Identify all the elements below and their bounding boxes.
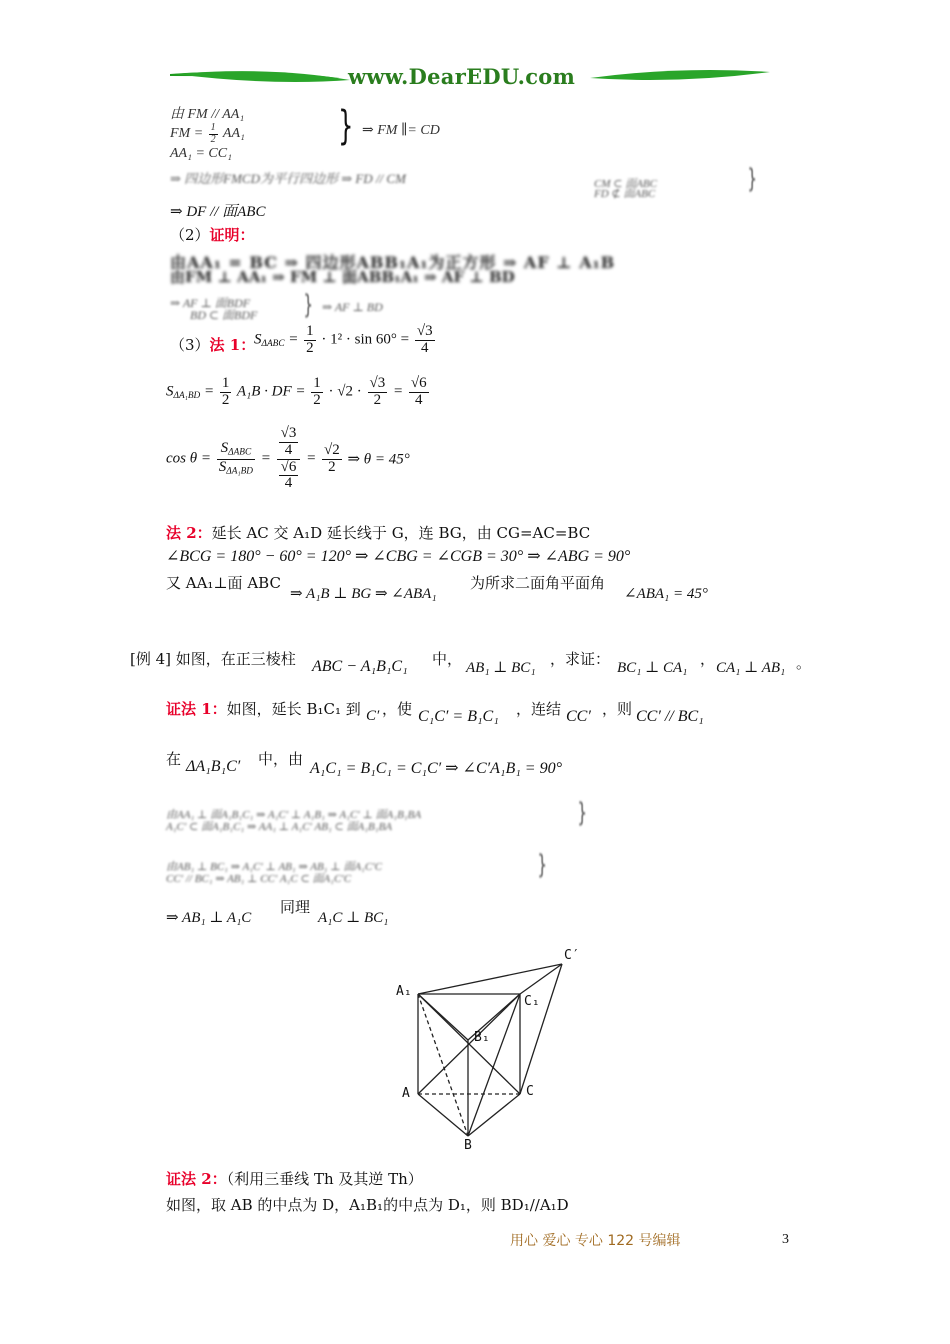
proof1-t4: ，则	[602, 700, 633, 718]
prism-figure	[390, 944, 590, 1154]
part2-line-3b: BD ⊂ 面BDF	[190, 308, 258, 322]
proof1-t2: ，使	[382, 700, 413, 718]
fd-parallel-line: ⇒ 四边形FMCD为平行四边形 ⇒ FD // CM	[170, 171, 406, 186]
method2-line-1: 法 2：延长 AC 交 A₁D 延长线于 G，连 BG，由 CG=AC=BC	[166, 524, 591, 542]
fm-line-3: AA₁ = CC₁	[170, 146, 232, 161]
proof1-t3: ，连结	[516, 700, 562, 718]
method2-line-3a: 又 AA₁⊥面 ABC	[166, 574, 281, 592]
proof1-conclusion: ⇒ AB₁ ⊥ A₁C	[166, 910, 252, 926]
label-c: C	[526, 1084, 534, 1099]
site-name[interactable]: www.DearEDU.com	[348, 64, 576, 89]
part2-blur-line: 由AA₁ = BC ⇒ 四边形ABB₁A₁为正方形 ⇒ AF ⊥ A₁B	[170, 253, 616, 272]
label-b1: B₁	[474, 1030, 490, 1045]
part2-heading: （2）证明：	[170, 226, 255, 244]
example4-comma: ，	[700, 650, 716, 668]
fm-line-1: 由 FM // AA₁	[170, 107, 245, 122]
example4-cond: AB₁ ⊥ BC₁	[466, 660, 536, 676]
proof1-cc: CC′	[566, 708, 591, 725]
df-conclusion: ⇒ DF // 面ABC	[170, 204, 266, 220]
example4-mid: 中，	[432, 650, 463, 668]
proof1-zai: 在	[166, 750, 182, 768]
method2-line-3b: ⇒ A₁B ⊥ BG ⇒ ∠ABA₁	[290, 586, 437, 602]
example4-prism: ABC − A₁B₁C₁	[312, 658, 408, 675]
header-banner	[160, 60, 780, 100]
proof1-brace-1: }	[577, 798, 588, 828]
label-c1: C₁	[524, 994, 540, 1009]
example4-goal1: BC₁ ⊥ CA₁	[617, 660, 688, 676]
part3-heading: （3）法 1：	[170, 336, 256, 354]
proof1-par: CC′ // BC₁	[636, 708, 704, 725]
cos-theta-eq: cos θ = $\frac{S_{\Delta ABC}}{S_{\Delta A_1BD}}$ = $\frac{\frac{√3}{4}}{\frac{√6}{4}}$ = $\frac{√2}{2}$ ⇒ θ = 45°	[166, 425, 410, 492]
proof1-cp: C′	[366, 708, 380, 724]
proof1-brace-2: }	[537, 850, 548, 880]
fd-brace: }	[747, 164, 758, 194]
part2-result: ⇒ AF ⊥ BD	[322, 300, 383, 314]
area-abc-eq: $S_{\Delta ABC}$ = $\frac{1}{2}$ · 1² · sin 60° = $\frac{√3}{4}$	[254, 323, 433, 356]
part2-blur-line-2: 由FM ⊥ AA₁ ⇒ FM ⊥ 面ABB₁A₁ ⇒ AF ⊥ BD	[170, 268, 515, 286]
example4-ask: ，求证：	[550, 650, 611, 668]
label-b: B	[464, 1138, 472, 1153]
part2-brace: }	[303, 290, 314, 320]
part2-line-3a: ⇒ AF ⊥ 面BDF	[170, 296, 251, 310]
method2-line-2: ∠BCG = 180° − 60° = 120° ⇒ ∠CBG = ∠CGB = 30° ⇒ ∠ABG = 90°	[166, 548, 631, 565]
area-abd-eq: $S_{\Delta A_1BD}$ = $\frac{1}{2}$ A₁B · DF = $\frac{1}{2}$ · √2 · $\frac{√3}{2}$ = $\frac{√6}{4}$	[166, 375, 427, 408]
proof2-line: 如图，取 AB 的中点为 D，A₁B₁的中点为 D₁，则 BD₁//A₁D	[166, 1196, 569, 1214]
proof1-blur-1b: A₁C′ ⊂ 面A₁B₁C₁ ⇒ AA₁ ⊥ A₁C′ AB₁ ⊂ 面A₁B₁BA	[166, 821, 393, 833]
fm-line-2: FM = $\frac{1}{2}$ AA₁	[170, 122, 245, 145]
method2-line-3c: 为所求二面角平面角	[470, 574, 606, 592]
footer-note: 用心 爱心 专心 122 号编辑	[510, 1233, 681, 1249]
proof1-blur-1: 由AA₁ ⊥ 面A₁B₁C₁ ⇒ A₁C′ ⊥ A₁B₁ ⇒ A₁C′ ⊥ 面A₁B₁BA	[166, 809, 422, 821]
fm-system	[170, 106, 245, 162]
proof1-tri: ΔA₁B₁C′	[186, 758, 241, 775]
proof2-heading: 证法 2：（利用三垂线 Th 及其逆 Th）	[166, 1170, 423, 1188]
page-number: 3	[782, 1232, 789, 1247]
proof1-blur-2: 由AB₁ ⊥ BC₁ ⇒ A₁C′ ⊥ AB₁ ⇒ AB₁ ⊥ 面A₁C′C	[166, 861, 382, 873]
example4-dot: 。	[796, 654, 812, 672]
proof1-eq: C₁C′ = B₁C₁	[418, 708, 499, 725]
example4-goal2: CA₁ ⊥ AB₁	[716, 660, 786, 676]
proof1-t5: 中，由	[258, 750, 304, 768]
method2-line-3d: ∠ABA₁ = 45°	[624, 586, 708, 602]
proof1-blur-2b: CC′ // BC₁ ⇒ AB₁ ⊥ CC′ A₁C ⊂ 面A₁C′C	[166, 873, 352, 885]
edge-c-cp	[520, 964, 562, 1094]
prism-diagram	[390, 944, 590, 1154]
label-a1: A₁	[396, 984, 412, 999]
fd-sub-2: FD ⊄ 面ABC	[594, 188, 656, 200]
proof1-eq2: A₁C₁ = B₁C₁ = C₁C′ ⇒ ∠C′A₁B₁ = 90°	[310, 760, 562, 777]
example4-label: [例 4] 如图，在正三棱柱	[130, 650, 296, 668]
proof1-same: 同理	[280, 898, 311, 916]
fd-sub-1: CM ⊂ 面ABC	[594, 178, 657, 190]
proof1-line-1: 证法 1：如图，延长 B₁C₁ 到	[166, 700, 361, 718]
label-c-prime: C′	[564, 948, 580, 963]
fm-brace: }	[338, 103, 354, 149]
label-a: A	[402, 1086, 410, 1101]
fm-result: ⇒ FM ∥= CD	[362, 123, 440, 138]
proof1-conclusion-2: A₁C ⊥ BC₁	[318, 910, 389, 926]
